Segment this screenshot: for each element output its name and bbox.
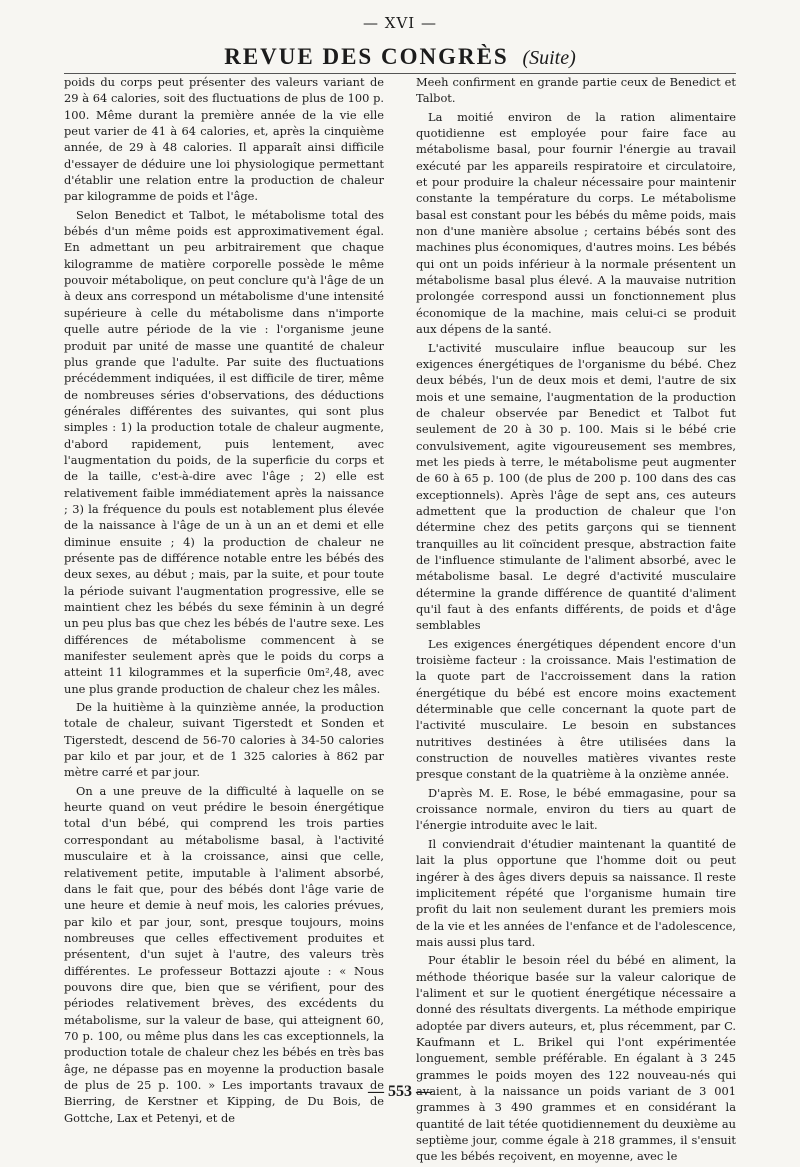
paragraph: Pour établir le besoin réel du bébé en aliment, la méthode théorique basée sur la valeur calorique de l'aliment et sur le quotient énergétique nécessaire a donné des résultats divergents. La méthode empirique adoptée par divers auteurs, et, plus récemment, par C. Kaufmann et L. Brikel qui l'ont expérimentée longuement, semble préférable. En égalant à 3 245 grammes le poids moyen des 122 nouveau-nés qui avaient, à la naissance un poids variant de 3 001 grammes à 3 490 grammes et en considérant la quantité de lait tétée quotidiennement du deuxième au septième jour, comme égale à 218 grammes, il s'ensuit que les bébés reçoivent, en moyenne, avec le [416,953,736,1164]
paragraph: L'activité musculaire influe beaucoup sur les exigences énergétiques de l'organisme du bébé. Chez deux bébés, l'un de deux mois et demi, l'autre de six mois et une semaine, l'augmentation de la production de chaleur observée par Benedict et Talbot fut seulement de 20 à 30 p. 100. Mais si le bébé crie convulsivement, agite vigoureusement ses membres, met les pieds à terre, le métabolisme peut augmenter de 60 à 65 p. 100 (de plus de 200 p. 100 dans des cas exceptionnels). Après l'âge de sept ans, ces auteurs admettent que la production de chaleur que l'on détermine chez des petits garçons qui se tiennent tranquilles au lit coïncident presque, abstraction faite de l'influence stimulante de l'aliment absorbé, avec le métabolisme basal. Le degré d'activité musculaire détermine la grande différence de quantité d'aliment qu'il faut à des enfants différents, de poids et d'âge semblables [416,340,736,633]
paragraph: De la huitième à la quinzième année, la production totale de chaleur, suivant Tigerstedt et Sonden et Tigerstedt, descend de 56-70 calories à 34-50 calories par kilo et par jour, et de 1 325 calories à 862 par mètre carré et par jour. [64,700,384,780]
page-title [0,44,800,70]
paragraph: poids du corps peut présenter des valeurs variant de 29 à 64 calories, soit des fluctuations de plus de 100 p. 100. Même durant la première année de la vie elle peut varier de 41 à 64 calories, et, après la cinquième année, de 29 à 48 calories. Il apparaît ainsi difficile d'essayer de déduire une loi physiologique permettant d'établir une relation entre la production de chaleur par kilogramme de poids et l'âge. [64,75,384,204]
paragraph: Meeh confirment en grande partie ceux de Benedict et Talbot. [416,75,736,106]
right-column [416,74,736,1167]
title-text: REVUE DES CONGRÈS [224,44,509,69]
left-column [64,74,384,1128]
paragraph: On a une preuve de la difficulté à laquelle on se heurte quand on veut prédire le besoin énergétique total d'un bébé, qui comprend les trois parties correspondant au métabolisme basal, à l'activité musculaire et à la croissance, ainsi que celle, relativement petite, imputable à l'aliment absorbé, dans le fait que, pour des bébés dont l'âge varie de une heure et demie à neuf mois, les calories prévues, par kilo et par jour, sont, presque toujours, moins nombreuses que celles effectivement produites et présentent, d'un sujet à l'autre, des valeurs très différentes. Le professeur Bottazzi ajoute : « Nous pouvons dire que, bien que se vérifient, pour des périodes relativement brèves, des excédents du métabolisme, sur la valeur de base, qui atteignent 60, 70 p. 100, ou même plus dans les cas exceptionnels, la production totale de chaleur chez les bébés en très bas âge, ne dépasse pas en moyenne la production basale de plus de 25 p. 100. » Les importants travaux de Bierring, de Kerstner et Kipping, de Du Bois, de Gottche, Lax et Petenyi, et de [64,783,384,1125]
paragraph: Selon Benedict et Talbot, le métabolisme total des bébés d'un même poids est approximativement égal. En admettant un peu arbitrairement que chaque kilogramme de matière corporelle possède le même pouvoir métabolique, on peut conclure qu'à l'âge de un à deux ans correspond un métabolisme d'une intensité supérieure à celle du métabolisme dans n'importe quelle autre période de la vie : l'organisme jeune produit par unité de masse une quantité de chaleur plus grande que l'adulte. Par suite des fluctuations précédemment indiquées, il est difficile de tirer, même de nombreuses séries d'observations, des déductions générales différentes des suivantes, qui sont plus simples : 1) la production totale de chaleur augmente, d'abord rapidement, puis lentement, avec l'augmentation du poids, de la superficie du corps et de la taille, c'est-à-dire avec l'âge ; 2) elle est relativement faible immédiatement après la naissance ; 3) la fréquence du pouls est notablement plus élevée de la naissance à l'âge de un à un an et demi et elle diminue ensuite ; 4) la production de chaleur ne présente pas de différence notable entre les bébés des deux sexes, au début ; mais, par la suite, et pour toute la période suivant l'augmentation progressive, elle se maintient chez les bébés du sexe féminin à un degré un peu plus bas que chez les bébés de l'autre sexe. Les différences de métabolisme commencent à se manifester seulement après que le poids du corps a atteint 11 kilogrammes et la superficie 0m²,48, avec une plus grande production de chaleur chez les mâles. [64,207,384,696]
title-suffix: (Suite) [522,47,576,69]
paragraph: La moitié environ de la ration alimentaire quotidienne est employée pour faire face au métabolisme basal, pour fournir l'énergie au travail exécuté par les appareils respiratoire et circulatoire, et pour produire la chaleur nécessaire pour maintenir constante la température du corps. Le métabolisme basal est constant pour les bébés du même poids, mais non d'une manière absolue ; certains bébés sont des machines plus économiques, d'autres moins. Les bébés qui ont un poids inférieur à la normale présentent un métabolisme basal plus élevé. A la mauvaise nutrition prolongée correspond aussi un fonctionnement plus économique de la machine, mais celui-ci se produit aux dépens de la santé. [416,109,736,337]
page-number: — 553 — [368,1083,432,1100]
paragraph: Il conviendrait d'étudier maintenant la quantité de lait la plus opportune que l'homme doit ou peut ingérer à des âges divers depuis sa naissance. Il reste implicitement répété que l'organisme humain tire profit du lait non seulement durant les premiers mois de la vie et les années de l'enfance et de l'adolescence, mais aussi plus tard. [416,836,736,949]
header-page-roman: — XVI — [363,14,437,32]
paragraph: D'après M. E. Rose, le bébé emmagasine, pour sa croissance normale, environ du tiers au quart de l'énergie introduite avec le lait. [416,785,736,833]
paragraph: Les exigences énergétiques dépendent encore d'un troisième facteur : la croissance. Mais l'estimation de la quote part de l'accroissement dans la ration énergétique du bébé est encore moins exactement déterminable que celle concernant la quote part de l'activité musculaire. Le besoin en substances nutritives destinées à être utilisées dans la construction de nouvelles matières vivantes reste presque constant de la quatrième à la onzième année. [416,636,736,782]
